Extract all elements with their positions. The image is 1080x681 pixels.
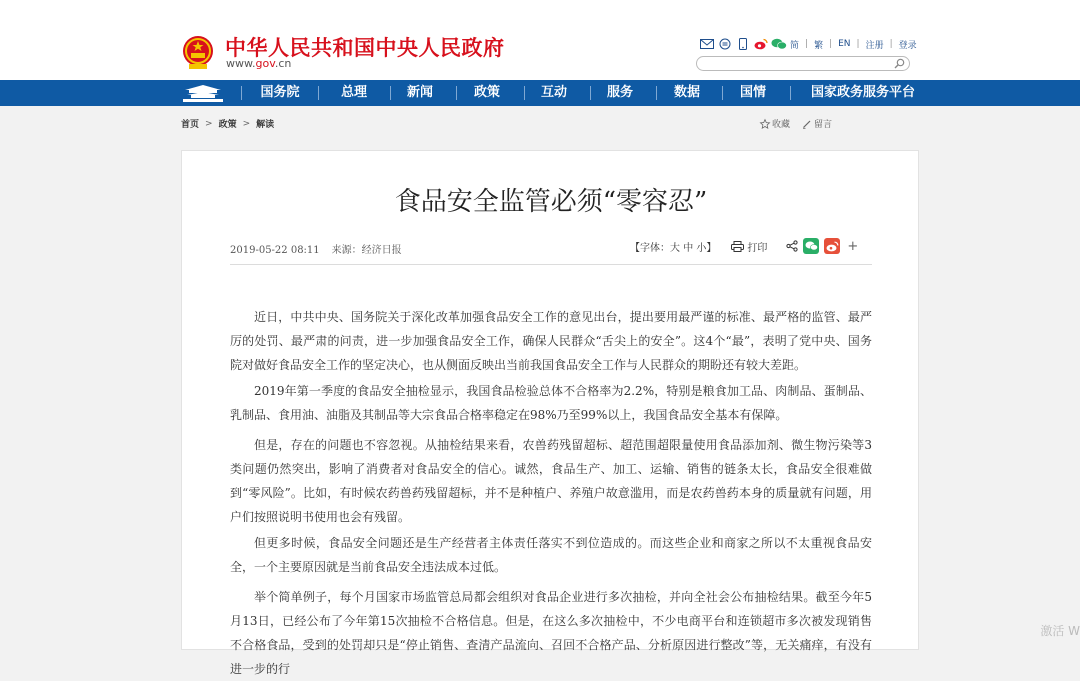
national-emblem-icon[interactable] (181, 34, 215, 70)
share-icon[interactable] (786, 240, 798, 252)
message-icon[interactable] (718, 38, 732, 50)
article-meta (230, 241, 402, 256)
nav-separator (241, 86, 242, 100)
font-small-button[interactable]: 小 (696, 242, 707, 254)
article-paragraph: 但是，存在的问题也不容忽视。从抽检结果来看，农兽药残留超标、超范围超限量使用食品添加剂、微生物污染等3类问题仍然突出，影响了消费者对食品安全的信心。诚然，食品生产、加工、运输、销售的链条太长，食品安全很难做到“零风险”。比如，有时候农药兽药残留超标，并不是种植户、养殖户故意滥用，而是农药兽药本身的质量就有问题，用户们按照说明书使用也会有残留。 (230, 438, 872, 524)
nav-separator (790, 86, 791, 100)
simplified-link[interactable]: 简 (790, 40, 800, 51)
top-links (700, 36, 917, 52)
nav-item-interaction[interactable]: 互动 (540, 85, 567, 100)
site-title[interactable]: 中华人民共和国中央人民政府 (225, 36, 505, 60)
search-icon[interactable] (894, 58, 905, 69)
printer-icon (731, 241, 744, 252)
article-title: 食品安全监管必须“零容忍” (394, 187, 708, 217)
favorite-button[interactable] (760, 117, 790, 130)
link-separator: | (829, 39, 833, 49)
nav-separator (456, 86, 457, 100)
url-domain: gov (255, 57, 275, 70)
nav-item-state-council[interactable]: 国务院 (260, 85, 300, 100)
print-label: 打印 (747, 242, 768, 254)
article-paragraph: 但更多时候，食品安全问题还是生产经营者主体责任落实不到位造成的。而这些企业和商家之所以不太重视食品安全，一个主要原因就是当前食品安全违法成本过低。 (230, 536, 872, 574)
search-input[interactable] (696, 56, 910, 71)
pen-icon (802, 119, 812, 129)
breadcrumb-interpretation[interactable]: 解读 (256, 120, 275, 130)
nav-item-gov-service-platform[interactable]: 国家政务服务平台 (810, 85, 915, 100)
font-medium-button[interactable]: 中 (683, 242, 694, 254)
nav-item-data[interactable]: 数据 (673, 85, 700, 100)
site-url[interactable] (226, 57, 291, 70)
font-large-button[interactable]: 大 (670, 242, 680, 254)
site-header (0, 0, 1080, 80)
nav-item-national-conditions[interactable]: 国情 (739, 85, 766, 100)
mail-icon[interactable] (700, 38, 714, 50)
nav-item-news[interactable]: 新闻 (406, 85, 433, 100)
weibo-icon[interactable] (754, 38, 768, 50)
nav-separator (590, 86, 591, 100)
share-wechat-button[interactable] (803, 238, 819, 254)
message-label: 留言 (814, 120, 833, 130)
nav-separator (318, 86, 319, 100)
nav-separator (390, 86, 391, 100)
share-weibo-button[interactable] (824, 238, 840, 254)
nav-item-policy[interactable]: 政策 (473, 85, 500, 100)
nav-item-services[interactable]: 服务 (606, 85, 633, 100)
mobile-icon[interactable] (736, 38, 750, 50)
breadcrumb (181, 117, 274, 130)
main-nav (0, 80, 1080, 106)
star-icon (760, 119, 770, 129)
page-actions (760, 117, 832, 130)
more-share-icon[interactable]: + (847, 238, 859, 254)
favorite-label: 收藏 (772, 120, 791, 130)
traditional-link[interactable]: 繁 (814, 40, 824, 51)
url-suffix: .cn (274, 57, 292, 70)
article-card (181, 150, 919, 676)
nav-separator (722, 86, 723, 100)
breadcrumb-separator: > (205, 118, 213, 129)
article-paragraph: 近日，中共中央、国务院关于深化改革加强食品安全工作的意见出台，提出要用最严谨的标准、最严格的监管、最严厉的处罚、最严肃的问责，进一步加强食品安全工作，确保人民群众“舌尖上的安全”。这4个“最”，表明了党中央、国务院对做好食品安全工作的坚定决心，也从侧面反映出当前我国食品安全工作与人民群众的期盼还有较大差距。 (230, 310, 872, 372)
meta-divider (230, 264, 872, 265)
wechat-icon[interactable] (772, 38, 786, 50)
article-paragraph: 2019年第一季度的食品安全抽检显示，我国食品检验总体不合格率为2.2%，特别是粮食加工品、肉制品、蛋制品、乳制品、食用油、油脂及其制品等大宗食品合格率稳定在98%乃至99%以上，我国食品安全基本有保障。 (230, 384, 872, 422)
article-tools (630, 237, 858, 255)
source-name: 经济日报 (361, 245, 402, 256)
nav-separator (524, 86, 525, 100)
article-paragraph: 举个简单例子，每个月国家市场监管总局都会组织对食品企业进行多次抽检，并向全社会公布抽检结果。截至今年5月13日，已经公布了今年第15次抽检不合格信息。但是，在这么多次抽检中，不少电商平台和连锁超市多次被发现销售不合格食品，受到的处罚却只是“停止销售、查清产品流向、召回不合格产品、分析原因进行整改”等，无关痛痒，有没有进一步的行 (230, 590, 872, 676)
wechat-icon (805, 241, 818, 251)
link-separator: | (856, 39, 860, 49)
breadcrumb-separator: > (242, 118, 251, 129)
link-separator: | (889, 39, 893, 49)
font-size-control (630, 239, 716, 254)
source-label: 来源： (331, 245, 362, 256)
nav-separator (656, 86, 657, 100)
link-separator: | (805, 39, 809, 49)
tiananmen-icon[interactable] (181, 83, 225, 103)
breadcrumb-policy[interactable]: 政策 (218, 120, 237, 130)
font-size-end: 】 (706, 242, 717, 254)
activation-watermark: 激活 W (1040, 624, 1080, 638)
breadcrumb-home[interactable]: 首页 (181, 120, 200, 130)
font-size-label: 【字体： (630, 242, 670, 254)
message-button[interactable] (802, 117, 832, 130)
print-button[interactable] (731, 239, 767, 254)
url-prefix: www. (226, 57, 256, 70)
login-link[interactable]: 登录 (898, 40, 917, 51)
english-link[interactable]: EN (838, 39, 851, 49)
register-link[interactable]: 注册 (865, 40, 884, 51)
nav-item-premier[interactable]: 总理 (340, 85, 367, 100)
weibo-icon (826, 241, 839, 252)
publish-datetime: 2019-05-22 08:11 (230, 245, 320, 256)
